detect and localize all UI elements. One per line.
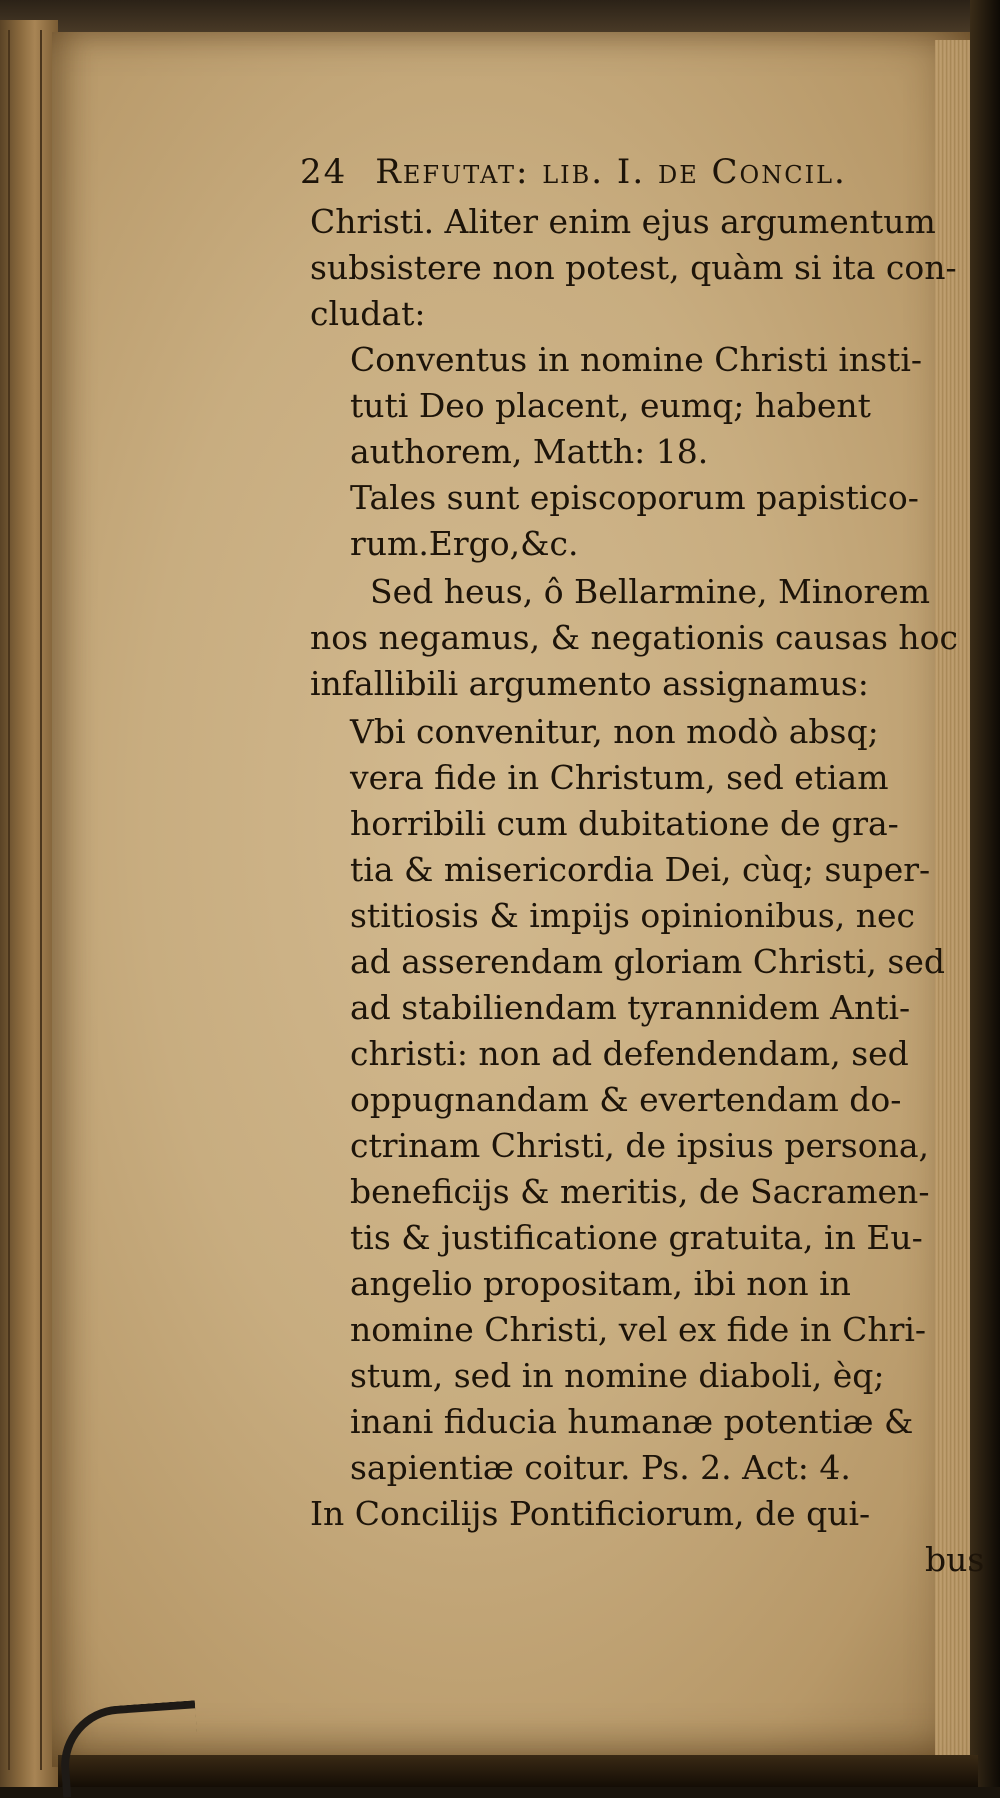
text-line: cludat: [310,294,426,333]
text-line: Tales sunt episcoporum papistico- [350,478,919,517]
text-line: oppugnandam & evertendam do- [350,1080,902,1119]
right-shadow [970,0,1000,1787]
text-line: Sed heus, ô Bellarmine, Minorem [370,572,931,611]
text-line: In Concilijs Pontificiorum, de qui- [310,1494,871,1533]
text-line: ad stabiliendam tyrannidem Anti- [350,988,911,1027]
text-line: tuti Deo placent, eumq; habent [350,386,871,425]
text-line: tia & misericordia Dei, cùq; super- [350,850,931,889]
text-line: tis & justificatione gratuita, in Eu- [350,1218,923,1257]
catchword: bus [925,1540,985,1579]
running-header [300,152,847,192]
text-line: authorem, Matth: 18. [350,432,709,471]
text-line: Christi. Aliter enim ejus argumentum [310,202,936,241]
binding-crease [40,30,42,1770]
text-line: angelio propositam, ibi non in [350,1264,851,1303]
text-line: vera fide in Christum, sed etiam [350,758,889,797]
text-line: nomine Christi, vel ex fide in Chri- [350,1310,927,1349]
text-line: infallibili argumento assignamus: [310,664,869,703]
text-line: beneficijs & meritis, de Sacramen- [350,1172,930,1211]
running-title: Refutat: lib. I. de Concil. [375,152,847,192]
text-line: ad asserendam gloriam Christi, sed [350,942,945,981]
page-number: 24 [300,152,348,192]
text-line: sapientiæ coitur. Ps. 2. Act: 4. [350,1448,851,1487]
text-line: ctrinam Christi, de ipsius persona, [350,1126,929,1165]
text-line: inani fiducia humanæ potentiæ & [350,1402,914,1441]
top-shadow [0,0,1000,36]
text-line: subsistere non potest, quàm si ita con- [310,248,957,287]
page-edges [935,40,975,1760]
text-line: christi: non ad defendendam, sed [350,1034,909,1073]
text-line: Vbi convenitur, non modò absq; [350,712,879,751]
text-line: nos negamus, & negationis causas hoc [310,618,958,657]
binding-crease [8,30,10,1770]
text-line: rum.Ergo,&c. [350,524,579,563]
text-line: stum, sed in nomine diaboli, èq; [350,1356,885,1395]
text-line: stitiosis & impijs opinionibus, nec [350,896,915,935]
text-line: Conventus in nomine Christi insti- [350,340,923,379]
text-line: horribili cum dubitatione de gra- [350,804,899,843]
